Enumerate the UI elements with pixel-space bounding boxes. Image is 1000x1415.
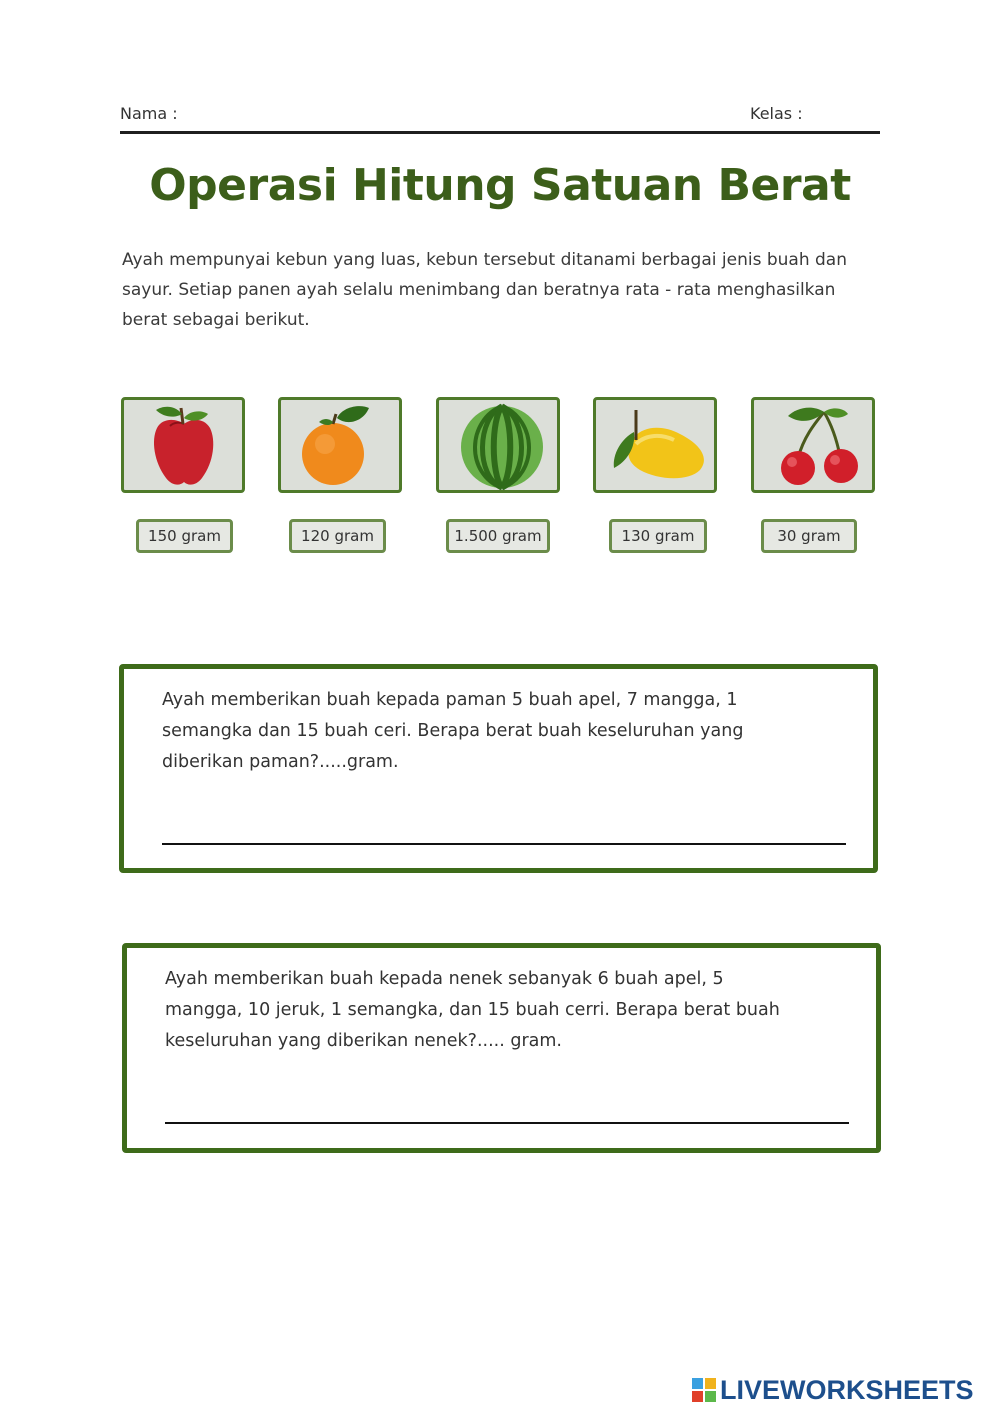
name-label: Nama : [120,104,178,123]
question-box-1 [119,664,878,873]
mango-icon [596,400,714,490]
question-line: semangka dan 15 buah ceri. Berapa berat buah keseluruhan yang [162,721,744,741]
liveworksheets-logo[interactable] [692,1374,974,1406]
question-line: Ayah memberikan buah kepada nenek sebanyak 6 buah apel, 5 [165,969,724,989]
header [120,104,880,126]
weight-label-watermelon: 1.500 gram [446,519,550,553]
question-line: mangga, 10 jeruk, 1 semangka, dan 15 buah cerri. Berapa berat buah [165,1000,780,1020]
fruit-card-watermelon [436,397,560,493]
weight-label-cherry: 30 gram [761,519,857,553]
weight-label-orange: 120 gram [289,519,386,553]
answer-line-2[interactable] [165,1122,849,1124]
apple-icon [124,400,242,490]
question-text-1 [162,685,812,778]
cherry-icon [754,400,872,490]
question-text-2 [165,964,845,1057]
liveworksheets-logo-icon [692,1378,716,1402]
page-title: Operasi Hitung Satuan Berat [149,160,851,211]
answer-line-1[interactable] [162,843,846,845]
fruit-card-mango [593,397,717,493]
watermelon-icon [439,400,557,490]
orange-icon [281,400,399,490]
header-divider [120,131,880,134]
fruit-card-cherry [751,397,875,493]
question-line: keseluruhan yang diberikan nenek?..... gram. [165,1031,562,1051]
fruit-card-orange [278,397,402,493]
class-label: Kelas : [750,104,803,123]
question-line: Ayah memberikan buah kepada paman 5 buah apel, 7 mangga, 1 [162,690,738,710]
weight-label-mango: 130 gram [609,519,707,553]
liveworksheets-text: LIVEWORKSHEETS [720,1374,974,1405]
fruit-card-apple [121,397,245,493]
intro-paragraph: Ayah mempunyai kebun yang luas, kebun tersebut ditanami berbagai jenis buah dan sayur. Setiap panen ayah selalu menimbang dan beratnya rata - rata menghasilkan berat sebagai berikut. [122,250,847,330]
question-box-2 [122,943,881,1153]
weight-label-apple: 150 gram [136,519,233,553]
question-line: diberikan paman?.....gram. [162,752,399,772]
